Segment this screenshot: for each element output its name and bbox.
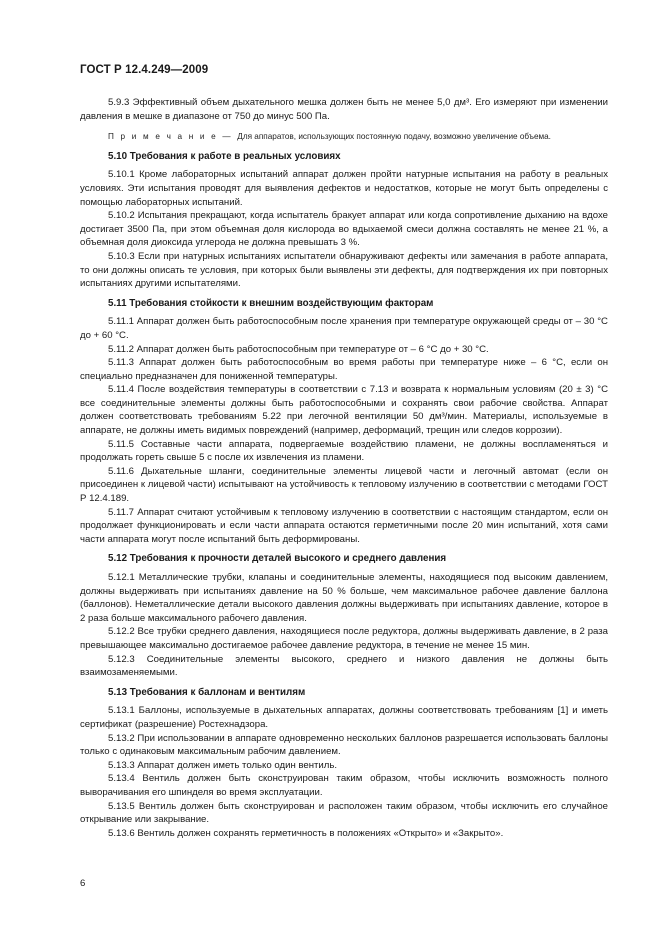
paragraph-5-12-2: 5.12.2 Все трубки среднего давления, находящиеся после редуктора, должны выдерживать давление, в 2 раза превышающее максимально достигаемое рабочее давление редуктора, в течение не менее 15 мин. (80, 626, 608, 651)
paragraph-5-13-1: 5.13.1 Баллоны, используемые в дыхательных аппаратах, должны соответствовать требованиям [1] и иметь сертификат (разрешение) Ростехнадзора. (80, 705, 608, 730)
document-header: ГОСТ Р 12.4.249—2009 (80, 64, 209, 76)
note (80, 130, 608, 144)
paragraph-5-10-1: 5.10.1 Кроме лабораторных испытаний аппарат должен пройти натурные испытания на работу в реальных условиях. Эти испытания проводят для выявления дефектов и недостатков, которые не могут быть определены с помощью лабораторных испытаний. (80, 169, 608, 208)
paragraph-5-11-4: 5.11.4 После воздействия температуры в соответствии с 7.13 и возврата к нормальным условиям (20 ± 3) °С все соединительные элементы должны быть работоспособными и сохранять свои рабочие свойства. Аппарат должен соответствовать требованиям 5.22 при легочной вентиляции 50 дм³/мин. Материалы, используемые в аппарате, не должны иметь видимых повреждений (например, деформаций, трещин или следов коррозии). (80, 384, 608, 437)
paragraph-5-9-3: 5.9.3 Эффективный объем дыхательного мешка должен быть не менее 5,0 дм³. Его измеряют при изменении давления в мешке в диапазоне от 750 до минус 500 Па. (80, 97, 608, 122)
paragraph-5-10-3: 5.10.3 Если при натурных испытаниях испытатели обнаруживают дефекты или замечания в работе аппарата, то они должны описать те условия, при которых были выявлены эти дефекты, для подтверждения их при повторных испытаниях другими испытателями. (80, 250, 608, 290)
paragraph-5-11-3: 5.11.3 Аппарат должен быть работоспособным во время работы при температуре ниже – 6 °С, если он специально предназначен для пониженной температуры. (80, 357, 608, 382)
section-heading-5-10: 5.10 Требования к работе в реальных условиях (108, 150, 341, 162)
paragraph-5-11-1: 5.11.1 Аппарат должен быть работоспособным после хранения при температуре окружающей среды от – 30 °С до + 60 °С. (80, 316, 608, 341)
paragraph-5-13-2: 5.13.2 При использовании в аппарате одновременно нескольких баллонов разрешается использовать баллоны только с одинаковым максимальным рабочим давлением. (80, 732, 608, 758)
paragraph-5-11-6: 5.11.6 Дыхательные шланги, соединительные элементы лицевой части и легочный автомат (если он присоединен к лицевой части) испытывают на устойчивость к тепловому излучению в соответствии с методами ГОСТ Р 12.4.189. (80, 465, 608, 505)
page-number: 6 (80, 878, 86, 889)
paragraph-5-13-5: 5.13.5 Вентиль должен быть сконструирован и расположен таким образом, чтобы исключить его случайное открывание или закрывание. (80, 800, 608, 826)
paragraph-5-13-6: 5.13.6 Вентиль должен сохранять герметичность в положениях «Открыто» и «Закрыто». (108, 827, 504, 839)
paragraph-5-13-3: 5.13.3 Аппарат должен иметь только один вентиль. (108, 759, 338, 771)
paragraph-5-12-3: 5.12.3 Соединительные элементы высокого, среднего и низкого давления не должны быть взаимозаменяемыми. (80, 653, 608, 679)
paragraph-5-13-4: 5.13.4 Вентиль должен быть сконструирован таким образом, чтобы исключить возможность полного выворачивания его шпинделя во время эксплуатации. (80, 773, 608, 798)
note-text: Для аппаратов, использующих постоянную подачу, возможно увеличение объема. (237, 132, 551, 142)
section-heading-5-11: 5.11 Требования стойкости к внешним воздействующим факторам (108, 297, 434, 309)
paragraph-5-11-2: 5.11.2 Аппарат должен быть работоспособным при температуре от – 6 °С до + 30 °С. (108, 343, 489, 355)
paragraph-5-10-2: 5.10.2 Испытания прекращают, когда испытатель бракует аппарат или когда сопротивление дыханию на вдохе достигает 3500 Па, при этом объемная доля кислорода во вдыхаемой смеси должна составлять не менее 21 %, а объемная доля диоксида углерода не должна превышать 3 %. (80, 210, 608, 249)
paragraph-5-11-5: 5.11.5 Составные части аппарата, подвергаемые воздействию пламени, не должны воспламеняться и продолжать гореть свыше 5 с после их извлечения из пламени. (80, 438, 608, 464)
note-label: П р и м е ч а н и е — (108, 132, 238, 142)
paragraph-5-12-1: 5.12.1 Металлические трубки, клапаны и соединительные элементы, находящиеся под высоким давлением, должны выдерживать при испытаниях давление на 50 % больше, чем максимальное рабочее давление баллона (баллонов). Неметаллические детали высокого давления должны выдерживать при испытаниях давление, которое в 2 раза больше максимального рабочего давления. (80, 572, 608, 624)
section-heading-5-12: 5.12 Требования к прочности деталей высокого и среднего давления (108, 553, 447, 565)
document-body (80, 96, 608, 840)
paragraph-5-11-7: 5.11.7 Аппарат считают устойчивым к тепловому излучению в соответствии с настоящим стандартом, если он продолжает функционировать и если части аппарата остаются герметичными после 20 мин испытаний, хотя сами части аппарата могут после испытаний быть деформированы. (80, 506, 608, 545)
section-heading-5-13: 5.13 Требования к баллонам и вентилям (108, 686, 306, 698)
